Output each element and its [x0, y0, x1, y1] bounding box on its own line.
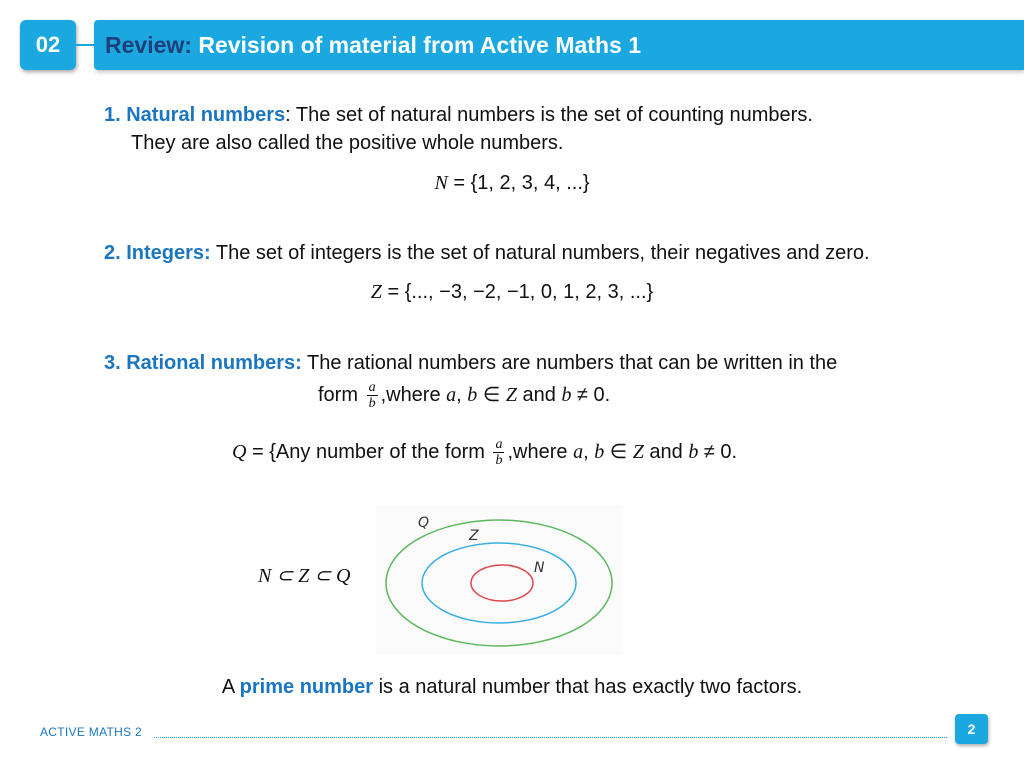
- set-fraction-denominator: b: [495, 453, 503, 469]
- venn-label-q: Q: [418, 515, 430, 531]
- set-z-2: Z: [632, 441, 644, 463]
- prime-number-definition: [0, 673, 1024, 701]
- fraction-numerator: a: [368, 380, 376, 396]
- prime-prefix: A: [221, 676, 240, 698]
- and-text: and: [516, 384, 562, 406]
- integers-set: [0, 278, 1024, 306]
- rational-numbers-text-line1: The rational numbers are numbers that can be written in the: [301, 352, 838, 374]
- not-equal-zero: ≠ 0.: [571, 384, 611, 406]
- natural-numbers-text-line2: They are also called the positive whole numbers.: [131, 132, 564, 154]
- natural-numbers-definition: [104, 101, 984, 157]
- page-title: Revision of material from Active Maths 1: [198, 31, 641, 58]
- set-and-text: and: [643, 441, 689, 463]
- page-number-badge: [955, 714, 988, 744]
- venn-middle-ellipse: [422, 543, 576, 623]
- set-symbol-z: Z: [370, 281, 382, 303]
- natural-set-value: = {1, 2, 3, 4, ...}: [447, 172, 590, 194]
- section-number: 02: [35, 32, 61, 57]
- rational-set-prefix: = {Any number of the form: [246, 441, 491, 463]
- footer-divider: [154, 737, 947, 738]
- set-fraction-numerator: a: [495, 437, 503, 453]
- section-number-badge: [20, 20, 76, 70]
- natural-numbers-label: 1. Natural numbers: [104, 104, 286, 126]
- rational-set-where: ,where: [507, 441, 574, 463]
- integers-set-value: = {..., −3, −2, −1, 0, 1, 2, 3, ...}: [381, 281, 654, 303]
- set-symbol-n: N: [434, 172, 448, 194]
- fraction-a-over-b: [367, 380, 378, 411]
- subset-expr-text: N ⊂ Z ⊂ Q: [258, 565, 351, 587]
- rational-numbers-definition: [104, 349, 1004, 377]
- natural-numbers-set: [0, 169, 1024, 197]
- set-symbol-q: Q: [232, 441, 247, 463]
- page-number: 2: [967, 721, 976, 737]
- set-element-of: ∈: [604, 441, 633, 463]
- natural-numbers-colon: :: [285, 104, 291, 126]
- natural-numbers-text-line1: The set of natural numbers is the set of counting numbers.: [290, 104, 813, 126]
- rational-form-line: [318, 377, 818, 413]
- var-b2: b: [561, 384, 572, 406]
- venn-label-n: N: [534, 560, 545, 576]
- subset-expression: [258, 562, 378, 590]
- prime-term: prime number: [239, 676, 374, 698]
- rational-set-end: ≠ 0.: [698, 441, 738, 463]
- form-word: form: [318, 384, 364, 406]
- prime-suffix: is a natural number that has exactly two factors.: [373, 676, 803, 698]
- badge-connector: [76, 44, 96, 46]
- fraction-denominator: b: [368, 396, 376, 412]
- title-bar: [94, 20, 1024, 70]
- rational-set: [232, 434, 832, 470]
- set-comma: ,: [583, 441, 595, 463]
- footer-book-title: ACTIVE MATHS 2: [40, 725, 142, 739]
- where-text: ,where: [380, 384, 447, 406]
- rational-numbers-label: 3. Rational numbers:: [104, 352, 302, 374]
- venn-diagram: [376, 505, 622, 655]
- set-var-a: a: [573, 441, 584, 463]
- set-var-b: b: [594, 441, 605, 463]
- set-fraction-a-over-b: [493, 437, 504, 468]
- integers-definition: [104, 239, 1004, 267]
- comma: ,: [456, 384, 468, 406]
- var-a: a: [446, 384, 457, 406]
- var-b: b: [467, 384, 478, 406]
- integers-label: 2. Integers:: [104, 242, 211, 264]
- venn-outer-ellipse: [386, 520, 612, 646]
- venn-label-z: Z: [469, 528, 479, 544]
- element-of: ∈: [477, 384, 506, 406]
- venn-inner-ellipse: [471, 565, 533, 601]
- set-var-b2: b: [688, 441, 699, 463]
- title-prefix: Review:: [105, 31, 192, 58]
- integers-text: The set of integers is the set of natural numbers, their negatives and zero.: [210, 242, 870, 264]
- set-z: Z: [505, 384, 517, 406]
